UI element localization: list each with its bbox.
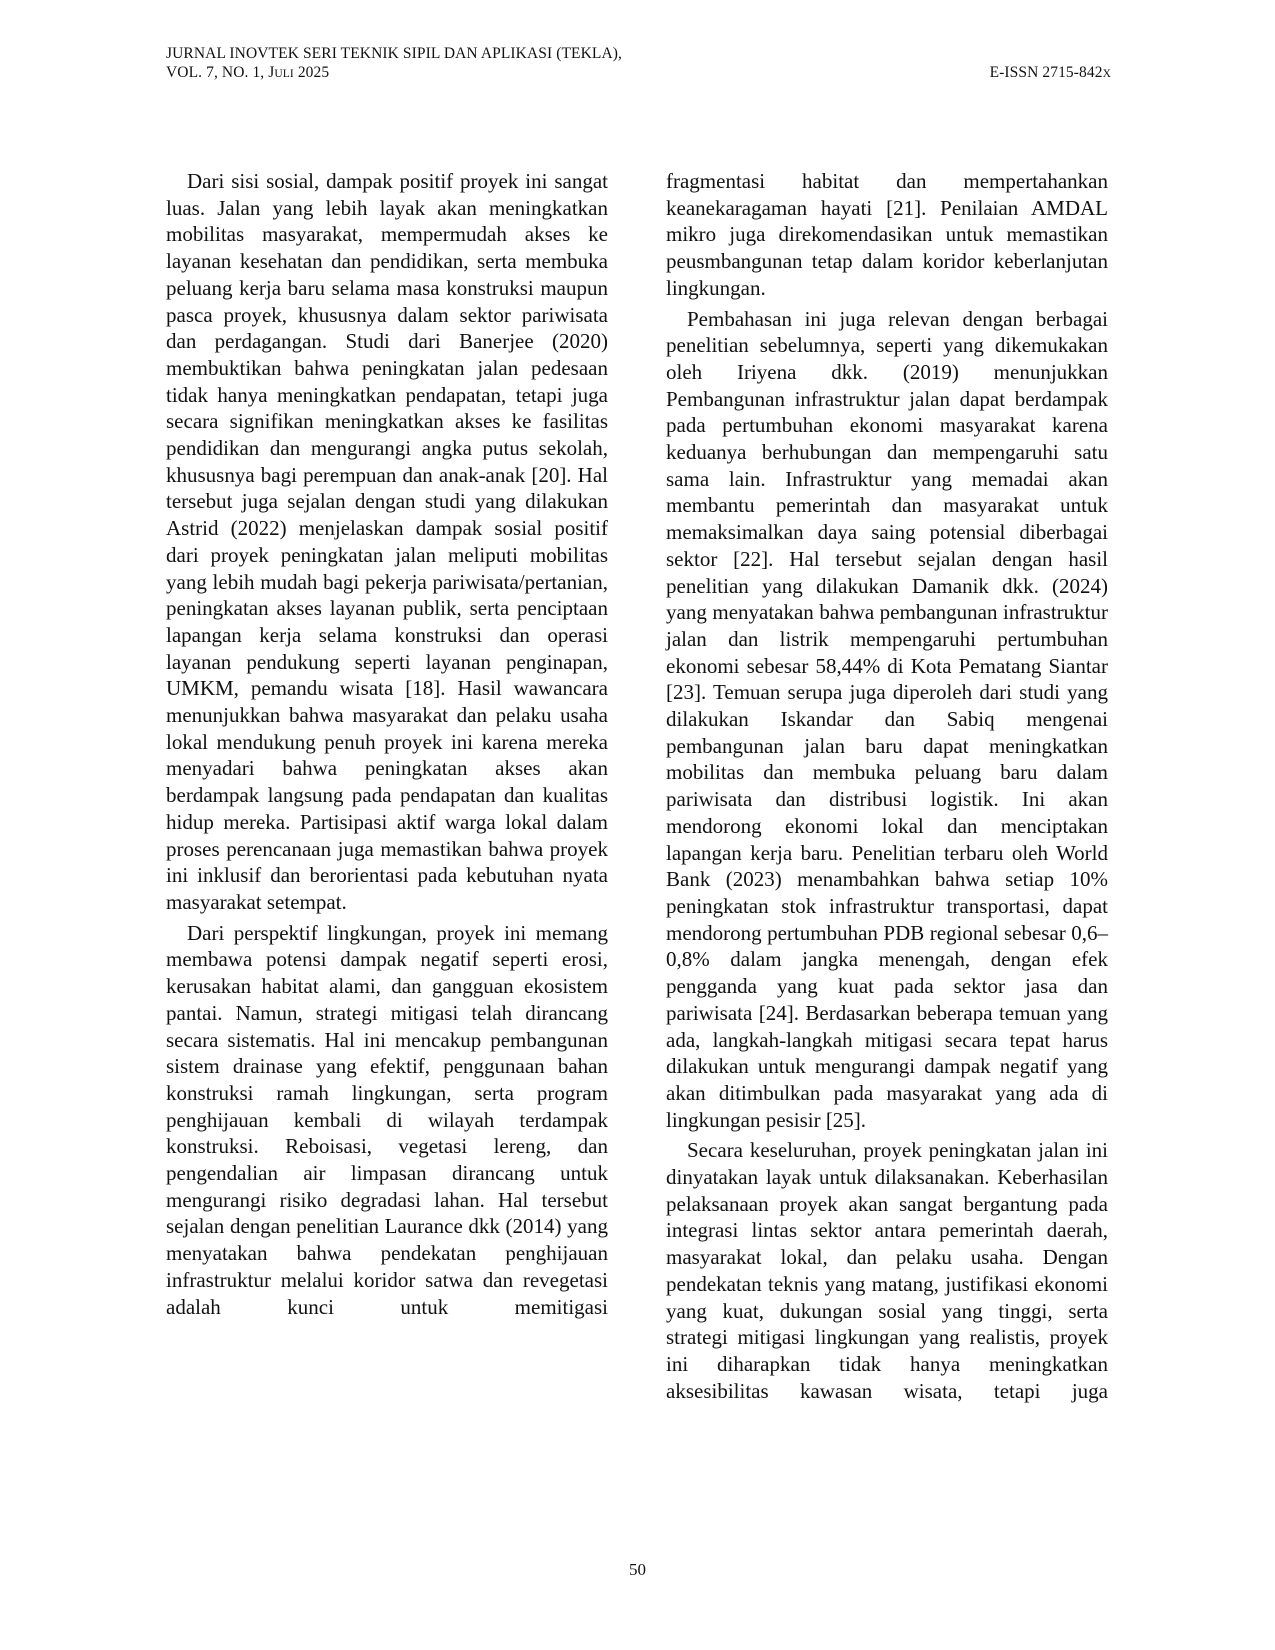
running-header <box>166 44 1111 84</box>
issn-suffix: X <box>1102 68 1111 80</box>
paragraph-conclusion: Secara keseluruhan, proyek peningkatan jalan ini dinyatakan layak untuk dilaksanakan. Keberhasilan pelaksanaan proyek akan sangat bergantung pada integrasi lintas sektor antara pemerintah daerah, masyarakat lokal, dan pelaku usaha. Dengan pendekatan teknis yang matang, justifikasi ekonomi yang kuat, dukungan sosial yang tinggi, serta strategi mitigasi lingkungan yang realistis, proyek ini diharapkan tidak hanya meningkatkan aksesibilitas kawasan wisata, tetapi juga <box>666 1138 1108 1403</box>
page-number: 50 <box>629 1560 646 1579</box>
paragraph-social-impact: Dari sisi sosial, dampak positif proyek ini sangat luas. Jalan yang lebih layak akan meningkatkan mobilitas masyarakat, mempermudah akses ke layanan kesehatan dan pendidikan, serta membuka peluang kerja baru selama masa konstruksi maupun pasca proyek, khususnya dalam sektor pariwisata dan perdagangan. Studi dari Banerjee (2020) membuktikan bahwa peningkatan jalan pedesaan tidak hanya meningkatkan pendapatan, tetapi juga secara signifikan meningkatkan akses ke fasilitas pendidikan dan mengurangi angka putus sekolah, khususnya bagi perempuan dan anak-anak [20]. Hal tersebut juga sejalan dengan studi yang dilakukan Astrid (2022) menjelaskan dampak sosial positif dari proyek peningkatan jalan meliputi mobilitas yang lebih mudah bagi pekerja pariwisata/pertanian, peningkatan akses layanan publik, serta penciptaan lapangan kerja selama konstruksi dan operasi layanan pendukung seperti layanan penginapan, UMKM, pemandu wisata [18]. Hasil wawancara menunjukkan bahwa masyarakat dan pelaku usaha lokal mendukung penuh proyek ini karena mereka menyadari bahwa peningkatan akses akan berdampak langsung pada pendapatan dan kualitas hidup mereka. Partisipasi aktif warga lokal dalam proses perencanaan juga memastikan bahwa proyek ini inklusif dan berorientasi pada kebutuhan nyata masyarakat setempat. <box>166 169 608 914</box>
volume-info <box>166 63 329 84</box>
volume-year: 2025 <box>293 64 330 81</box>
issn <box>990 63 1111 84</box>
volume-month-rest: ULI <box>274 68 294 80</box>
left-column <box>166 168 608 1320</box>
right-column <box>666 168 1108 1404</box>
journal-title: JURNAL INOVTEK SERI TEKNIK SIPIL DAN APLIKASI (TEKLA), <box>166 45 623 62</box>
paragraph-continuation: fragmentasi habitat dan mempertahankan keanekaragaman hayati [21]. Penilaian AMDAL mikro juga direkomendasikan untuk memastikan peusmbangunan tetap dalam koridor keberlanjutan lingkungan. <box>666 169 1108 300</box>
volume-prefix: VOL. 7, NO. 1, J <box>166 64 275 81</box>
paragraph-related-research: Pembahasan ini juga relevan dengan berbagai penelitian sebelumnya, seperti yang dikemukakan oleh Iriyena dkk. (2019) menunjukkan Pembangunan infrastruktur jalan dapat berdampak pada pertumbuhan ekonomi masyarakat karena keduanya berhubungan dan mempengaruhi satu sama lain. Infrastruktur yang memadai akan membantu pemerintah dan masyarakat untuk memaksimalkan daya saing potensial diberbagai sektor [22]. Hal tersebut sejalan dengan hasil penelitian yang dilakukan Damanik dkk. (2024) yang menyatakan bahwa pembangunan infrastruktur jalan dan listrik mempengaruhi pertumbuhan ekonomi sebesar 58,44% di Kota Pematang Siantar [23]. Temuan serupa juga diperoleh dari studi yang dilakukan Iskandar dan Sabiq mengenai pembangunan jalan baru dapat meningkatkan mobilitas dan membuka peluang baru dalam pariwisata dan distribusi logistik. Ini akan mendorong ekonomi lokal dan menciptakan lapangan kerja baru. Penelitian terbaru oleh World Bank (2023) menambahkan bahwa setiap 10% peningkatan stok infrastruktur transportasi, dapat mendorong pertumbuhan PDB regional sebesar 0,6–0,8% dalam jangka menengah, dengan efek pengganda yang kuat pada sektor jasa dan pariwisata [24]. Berdasarkan beberapa temuan yang ada, langkah-langkah mitigasi secara tepat harus dilakukan untuk mengurangi dampak negatif yang akan ditimbulkan pada masyarakat yang ada di lingkungan pesisir [25]. <box>666 306 1108 1132</box>
issn-prefix: E-ISSN 2715-842 <box>989 64 1103 81</box>
paragraph-environmental-impact: Dari perspektif lingkungan, proyek ini memang membawa potensi dampak negatif seperti erosi, kerusakan habitat alami, dan gangguan ekosistem pantai. Namun, strategi mitigasi telah dirancang secara sistematis. Hal ini mencakup pembangunan sistem drainase yang efektif, penggunaan bahan konstruksi ramah lingkungan, serta program penghijauan kembali di wilayah terdampak konstruksi. Reboisasi, vegetasi lereng, dan pengendalian air limpasan dirancang untuk mengurangi risiko degradasi lahan. Hal tersebut sejalan dengan penelitian Laurance dkk (2014) yang menyatakan bahwa pendekatan penghijauan infrastruktur melalui koridor satwa dan revegetasi adalah kunci untuk memitigasi <box>166 920 608 1319</box>
